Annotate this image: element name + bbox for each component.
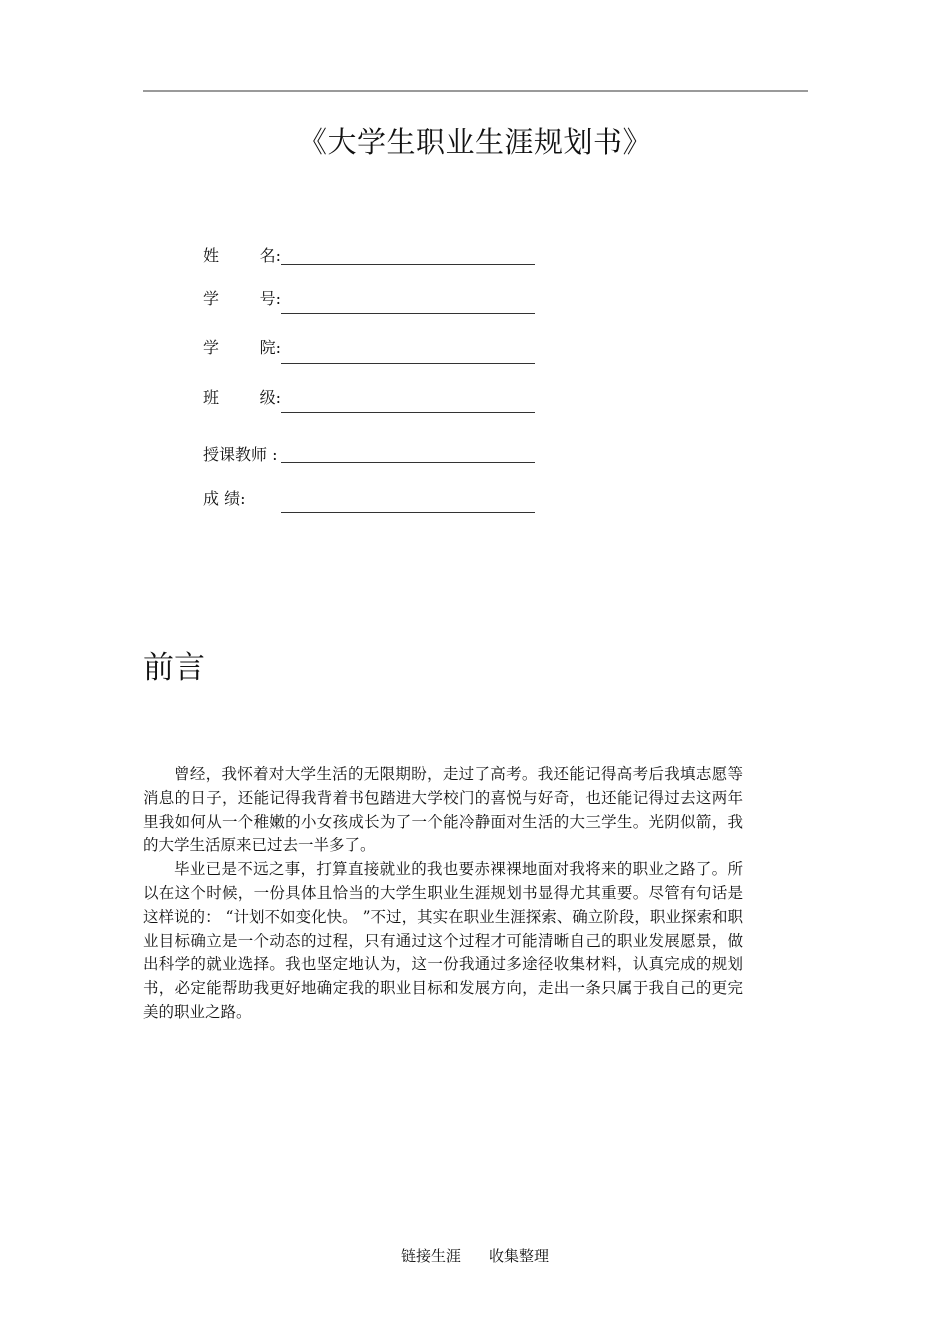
grade-label: 成 绩: — [203, 489, 246, 508]
preface-paragraph-1: 曾经，我怀着对大学生活的无限期盼，走过了高考。我还能记得高考后我填志愿等消息的日子，还能记得我背着书包踏进大学校门的喜悦与好奇，也还能记得过去这两年里我如何从一个稚嫩的小女孩成长为了一个能冷静面对生活的大三学生。光阴似箭，我的大学生活原来已过去一半多了。 — [143, 765, 743, 855]
grade-input-line[interactable] — [281, 512, 535, 513]
college-label: 学 院: — [203, 338, 281, 357]
class-input-line[interactable] — [281, 412, 535, 413]
name-label: 姓 名: — [203, 246, 281, 265]
footer-left-text: 链接生涯 — [400, 1247, 461, 1265]
college-input-line[interactable] — [281, 363, 535, 364]
preface-heading: 前言 — [143, 650, 205, 686]
name-input-line[interactable] — [281, 264, 535, 265]
footer-right-text: 收集整理 — [489, 1247, 550, 1265]
student-id-label: 学 号: — [203, 289, 281, 308]
student-id-input-line[interactable] — [281, 313, 535, 314]
class-label: 班 级: — [203, 388, 281, 407]
top-divider — [143, 90, 808, 92]
preface-paragraph-2: 毕业已是不远之事，打算直接就业的我也要赤裸裸地面对我将来的职业之路了。所以在这个时候，一份具体且恰当的大学生职业生涯规划书显得尤其重要。尽管有句话是这样说的： “计划不如变化快。 ”不过，其实在职业生涯探索、确立阶段，职业探索和职业目标确立是一个动态的过程，只有通过这个过程才可能清晰自己的职业发展愿景，做出科学的就业选择。我也坚定地认为，这一份我通过多途径收集材料，认真完成的规划书，必定能帮助我更好地确定我的职业目标和发展方向，走出一条只属于我自己的更完美的职业之路。 — [143, 860, 743, 1021]
preface-body — [143, 763, 743, 1025]
teacher-input-line[interactable] — [281, 462, 535, 463]
document-title: 《大学生职业生涯规划书》 — [297, 125, 652, 159]
page-footer — [0, 1245, 950, 1266]
teacher-label: 授课教师 : — [203, 445, 278, 464]
